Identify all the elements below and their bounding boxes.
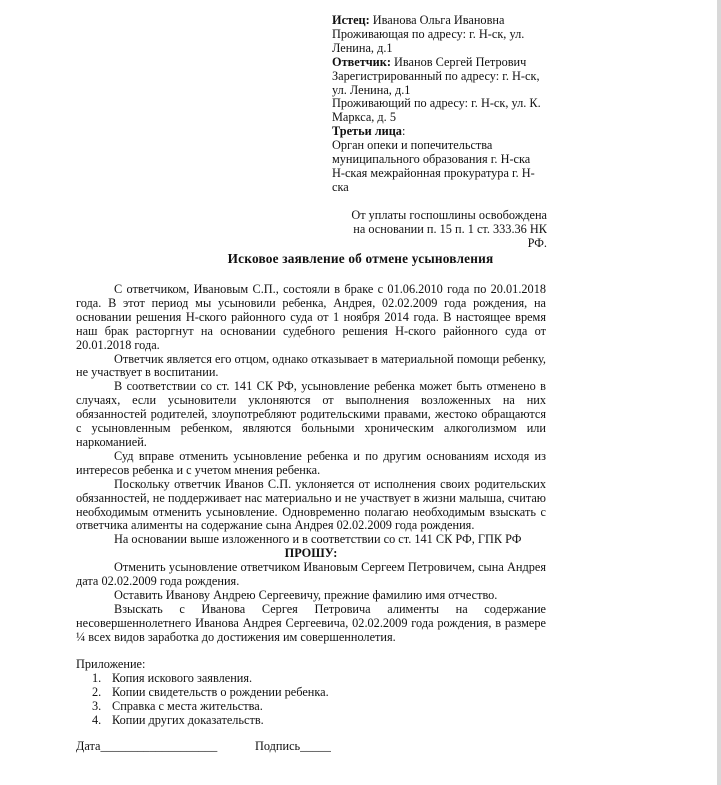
attachment-item bbox=[92, 700, 329, 714]
plaintiff-label: Истец: bbox=[332, 13, 370, 27]
defendant-residence-2: Маркса, д. 5 bbox=[332, 110, 396, 125]
paragraph-2: Ответчик является его отцом, однако отказывает в материальной помощи ребенку, не участвует в воспитании. bbox=[76, 351, 546, 380]
attachments-list bbox=[92, 672, 329, 728]
third-party-3: Н-ская межрайонная прокуратура г. Н- bbox=[332, 165, 535, 180]
claim-body bbox=[76, 283, 546, 645]
paragraph-3: В соответствии со ст. 141 СК РФ, усыновление ребенка может быть отменено в случаях, если усыновители уклоняются от выполнения возложенных на них обязанностей родителей, злоупотребляют родительскими правами, жестоко обращаются с усыновленным ребенком, являются больными хроническим алкоголизмом или наркоманией. bbox=[76, 379, 546, 449]
attachment-item bbox=[92, 714, 329, 728]
plaintiff-line bbox=[332, 14, 562, 28]
third-party-1: Орган опеки и попечительства bbox=[332, 138, 493, 153]
request-item-3: Взыскать с Иванова Сергея Петровича алименты на содержание несовершеннолетнего Иванова Андрея Сергеевича, 02.02.2009 года рождения, в размере ¼ всех видов заработка до достижения им совершеннолетия. bbox=[76, 601, 546, 644]
parties-header bbox=[332, 14, 562, 195]
third-parties-colon: : bbox=[401, 124, 406, 139]
plaintiff-name: Иванова Ольга Ивановна bbox=[372, 13, 505, 27]
attachment-number: 1. bbox=[92, 671, 102, 685]
paragraph-5: Поскольку ответчик Иванов С.П. уклоняется от исполнения своих родительских обязанностей, не поддерживает нас материально и не участвует в жизни малыша, считаю необходимым отменить усыновление. Одновременно полагаю необходимым взыскать с ответчика алименты на содержание сына Андрея 02.02.2009 года рождения. bbox=[76, 476, 546, 533]
fee-line-1: От уплаты госпошлины освобождена bbox=[351, 208, 547, 222]
attachment-item bbox=[92, 672, 329, 686]
defendant-label: Ответчик: bbox=[332, 54, 391, 69]
document-title: Исковое заявление об отмене усыновления bbox=[227, 251, 494, 266]
attachment-text: Копия искового заявления. bbox=[112, 671, 253, 685]
attachment-number: 4. bbox=[92, 712, 102, 727]
defendant-registration-2: ул. Ленина, д.1 bbox=[332, 82, 411, 97]
attachment-text: Справка с места жительства. bbox=[112, 698, 263, 713]
attachment-text: Копии других доказательств. bbox=[112, 712, 264, 727]
paragraph-6: На основании выше изложенного и в соответствии со ст. 141 СК РФ, ГПК РФ bbox=[114, 532, 522, 547]
third-parties-label: Третьи лица bbox=[332, 124, 402, 139]
fee-exemption bbox=[332, 209, 547, 251]
attachment-item bbox=[92, 686, 329, 700]
paragraph-1: С ответчиком, Ивановым С.П., состояли в браке с 01.06.2010 года по 20.01.2018 года. В этот период мы усыновили ребенка, Андрея, 02.02.2009 года рождения, на основании решения Н-ского районного суда от 1 ноября 2014 года. В настоящее время наш брак расторгнут на основании судебного решения Н-ского районного суда от 20.01.2018 года. bbox=[76, 282, 546, 352]
attachment-number: 3. bbox=[92, 698, 102, 713]
plaintiff-address-2: Ленина, д.1 bbox=[332, 40, 393, 55]
paragraph-4: Суд вправе отменить усыновление ребенка и по другим основаниям исходя из интересов ребенка и с учетом мнения ребенка. bbox=[76, 448, 546, 477]
attachment-number: 2. bbox=[92, 684, 102, 699]
request-item-1: Отменить усыновление ответчиком Ивановым Сергеем Петровичем, сына Андрея дата 02.02.2009 года рождения. bbox=[76, 560, 546, 589]
date-field: Дата___________________ bbox=[76, 739, 218, 753]
fee-line-2: на основании п. 15 п. 1 ст. 333.36 НК РФ. bbox=[353, 221, 547, 250]
signature-field: Подпись_____ bbox=[255, 739, 331, 753]
defendant-residence-1: Проживающий по адресу: г. Н-ск, ул. К. bbox=[332, 96, 541, 111]
attachment-text: Копии свидетельств о рождении ребенка. bbox=[112, 684, 329, 699]
third-party-2: муниципального образования г. Н-ска bbox=[332, 152, 531, 167]
plaintiff-address-1: Проживающая по адресу: г. Н-ск, ул. bbox=[332, 26, 525, 41]
request-heading: ПРОШУ: bbox=[284, 546, 338, 561]
request-item-2: Оставить Иванову Андрею Сергеевичу, прежние фамилию имя отчество. bbox=[114, 587, 498, 602]
defendant-registration-1: Зарегистрированный по адресу: г. Н-ск, bbox=[332, 68, 540, 83]
defendant-name: Иванов Сергей Петрович bbox=[394, 54, 527, 69]
attachments-title: Приложение: bbox=[76, 657, 146, 671]
page-edge bbox=[717, 0, 721, 785]
third-party-4: ска bbox=[332, 179, 349, 194]
defendant-line bbox=[332, 56, 562, 70]
third-parties-line bbox=[332, 125, 562, 139]
signature-line bbox=[76, 739, 331, 754]
